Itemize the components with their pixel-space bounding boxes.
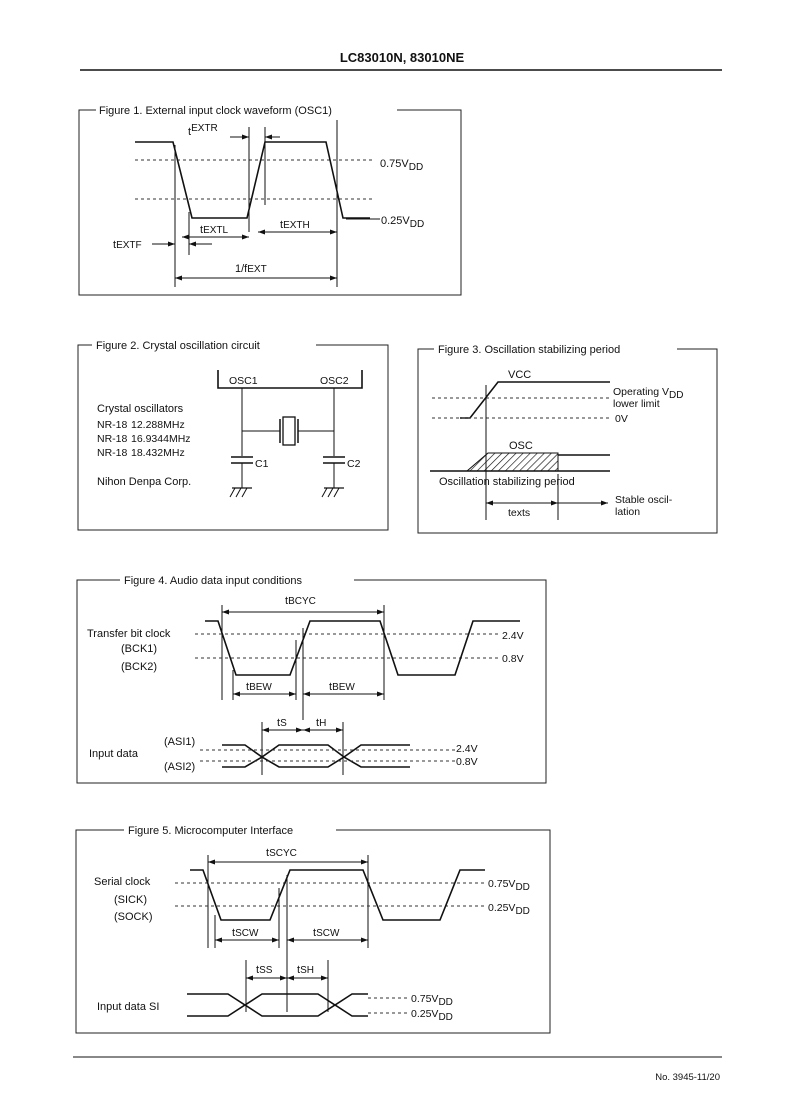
lower-limit-label: lower limit <box>613 398 660 410</box>
stable-oscillation-label-2: lation <box>615 506 641 518</box>
serial-clock-waveform <box>190 870 485 920</box>
bck-waveform <box>205 621 520 675</box>
zero-volt-label: 0V <box>615 413 628 425</box>
oscillator-freq-2: 16.9344MHz <box>131 433 191 445</box>
capacitor-c1 <box>231 457 253 488</box>
asi1-label: (ASI1) <box>164 736 196 748</box>
c1-label: C1 <box>255 458 269 470</box>
figure-3 <box>418 344 717 533</box>
input-level-high-label: 2.4V <box>456 743 478 755</box>
crystal-heading: Crystal oscillators <box>97 403 184 415</box>
asi-waveform-upper <box>222 745 410 757</box>
si-waveform-upper <box>187 994 368 1005</box>
osc-hatched-region <box>467 453 558 471</box>
vcc-ramp <box>460 382 610 418</box>
figure-2-caption: Figure 2. Crystal oscillation circuit <box>96 340 260 352</box>
period-label: 1/fEXT <box>235 263 267 275</box>
figure-3-caption: Figure 3. Oscillation stabilizing period <box>438 344 621 356</box>
sick-label: (SICK) <box>114 894 147 906</box>
oscillator-freq-1: 12.288MHz <box>131 419 185 431</box>
osc-label: OSC <box>509 440 533 452</box>
asi-waveform-lower <box>222 757 410 767</box>
osc1-waveform <box>135 142 370 218</box>
level-label-high: 0.75VDD <box>380 158 424 173</box>
figure-4 <box>77 575 546 783</box>
t-exth-label: tEXTH <box>280 219 310 231</box>
transfer-bit-clock-label: Transfer bit clock <box>87 628 171 640</box>
oscillator-model-1: NR-18 <box>97 419 128 431</box>
figure-1-caption: Figure 1. External input clock waveform (OSC1) <box>99 105 332 117</box>
document-title: LC83010N, 83010NE <box>339 50 465 65</box>
oscillator-model-3: NR-18 <box>97 447 128 459</box>
si-level-low-label: 0.25VDD <box>411 1008 453 1023</box>
t-scw-label-1: tSCW <box>232 927 259 939</box>
osc1-pin-label: OSC1 <box>229 375 258 387</box>
crystal-symbol <box>280 417 298 445</box>
texts-label: texts <box>508 507 531 519</box>
t-bew-label-2: tBEW <box>329 681 355 693</box>
vcc-label: VCC <box>508 369 532 381</box>
t-extr-label: tEXTR <box>188 123 218 138</box>
si-waveform-lower <box>187 1005 368 1016</box>
bck1-label: (BCK1) <box>121 643 158 655</box>
figure-5 <box>76 825 550 1033</box>
clock-level-high-label: 2.4V <box>502 630 524 642</box>
input-data-label: Input data <box>89 748 138 760</box>
stable-oscillation-label-1: Stable oscil- <box>615 494 673 506</box>
t-ss-label: tSS <box>256 964 273 976</box>
oscillator-freq-3: 18.432MHz <box>131 447 185 459</box>
asi2-label: (ASI2) <box>164 761 196 773</box>
si-level-high-label: 0.75VDD <box>411 993 453 1008</box>
t-s-label: tS <box>277 717 287 729</box>
oscillator-model-2: NR-18 <box>97 433 128 445</box>
figure-2 <box>78 340 388 530</box>
capacitor-c2 <box>323 457 345 488</box>
t-bcyc-label: tBCYC <box>285 595 316 607</box>
c2-label: C2 <box>347 458 361 470</box>
t-extf-label: tEXTF <box>113 239 142 251</box>
bck2-label: (BCK2) <box>121 661 158 673</box>
t-scw-label-2: tSCW <box>313 927 340 939</box>
t-bew-label-1: tBEW <box>246 681 272 693</box>
level-label-low: 0.25VDD <box>381 215 425 230</box>
figure-1-frame <box>79 110 461 295</box>
serial-level-low-label: 0.25VDD <box>488 902 530 917</box>
figure-4-caption: Figure 4. Audio data input conditions <box>124 575 302 587</box>
figure-5-caption: Figure 5. Microcomputer Interface <box>128 825 294 837</box>
figure-1 <box>79 105 461 295</box>
serial-clock-label: Serial clock <box>94 876 151 888</box>
clock-level-low-label: 0.8V <box>502 653 524 665</box>
t-sh-label: tSH <box>297 964 314 976</box>
t-h-label: tH <box>316 717 327 729</box>
input-level-low-label: 0.8V <box>456 756 478 768</box>
input-data-si-label: Input data SI <box>97 1001 160 1013</box>
t-scyc-label: tSCYC <box>266 847 297 859</box>
operating-vdd-label: Operating VDD <box>613 386 684 401</box>
sock-label: (SOCK) <box>114 911 153 923</box>
manufacturer: Nihon Denpa Corp. <box>97 476 192 488</box>
stabilizing-period-label: Oscillation stabilizing period <box>439 476 575 488</box>
page-number: No. 3945-11/20 <box>655 1072 720 1083</box>
t-extl-label: tEXTL <box>200 224 229 236</box>
osc2-pin-label: OSC2 <box>320 375 349 387</box>
ground-c2-icon <box>322 488 344 497</box>
serial-level-high-label: 0.75VDD <box>488 878 530 893</box>
ground-c1-icon <box>230 488 252 497</box>
